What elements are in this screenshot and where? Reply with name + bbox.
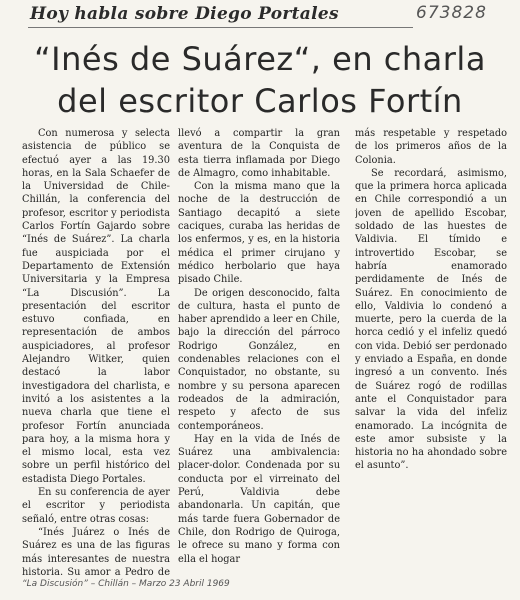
paragraph: Se recordará, asimismo, que la primera horca aplicada en Chile correspondió a un joven de apellido Escobar, soldado de las huestes de Valdivia. El tímido e introvertido Escobar, se habría enamorado perdidamente de Inés de Suárez. En conocimiento de ello, Valdivia lo condenó a muerte, pero la cuerda de la horca cedió y el infeliz quedó con vida. Debió ser perdonado y enviado a España, en donde ingresó a un convento. Inés de Suárez rogó de rodillas ante el Conquistador para salvar la vida del infeliz enamorado. La incógnita de este amor subsiste y la historia no ha ahondado sobre el asunto”. bbox=[355, 167, 507, 472]
headline-line-2: del escritor Carlos Fortín bbox=[57, 82, 463, 120]
kicker-rule bbox=[28, 27, 413, 28]
article-column-2 bbox=[178, 127, 340, 579]
paragraph: llevó a compartir la gran aventura de la Conquista de esta tierra inflamada por Diego de Almagro, como inhabitable. bbox=[178, 128, 340, 179]
paragraph: Hay en la vida de Inés de Suárez una ambivalencia: placer-dolor. Condenada por su conducta por el virreinato del Perú, Valdivia debe abandonarla. Un capitán, que más tarde fuera Gobernador de Chile, don Rodrigo de Quiroga, le ofrece su mano y forma con ella el hogar bbox=[178, 433, 340, 565]
article-column-1 bbox=[22, 127, 170, 579]
paragraph: Con la misma mano que la noche de la destrucción de Santiago decapitó a siete caciques, curaba las heridas de los enfermos, y es, en la historia médica el primer cirujano y médico herbolario que haya pisado Chile. bbox=[178, 181, 340, 286]
kicker-line: Hoy habla sobre Diego Portales bbox=[30, 4, 339, 24]
paragraph: De origen desconocido, falta de cultura, hasta el punto de haber aprendido a leer en Chile, bajo la dirección del párroco Rodrigo González, en condenables relaciones con el Conquistador, no obstante, su nombre y su persona aparecen rodeados de la admiración, respeto y afecto de sus contemporáneos. bbox=[178, 287, 340, 432]
handwritten-source-note: “La Discusión” – Chillán – Marzo 23 Abril 1969 bbox=[22, 579, 230, 589]
paragraph: Con numerosa y selecta asistencia de público se efectuó ayer a las 19.30 horas, en la Sala Schaefer de la Universidad de Chile-Chillán, la conferencia del profesor, escritor y periodista Carlos Fortín Gajardo sobre “Inés de Suárez”. La charla fue auspiciada por el Departamento de Extensión Universitaria y la Empresa “La Discusión”. La presentación del escritor estuvo confiada, en representación de ambos auspiciadores, al profesor Alejandro Witker, quien destacó la labor investigadora del charlista, e invitó a los asistentes a la nueva charla que tiene el profesor Fortín anunciada para hoy, a la misma hora y el mismo local, esta vez sobre un perfil histórico del estadista Diego Portales. bbox=[22, 128, 170, 485]
article-column-3 bbox=[355, 127, 507, 472]
headline-line-1: “Inés de Suárez“, en charla bbox=[34, 40, 486, 78]
paragraph: “Inés Juárez o Inés de Suárez es una de las figuras más interesantes de nuestra historia. Su amor a Pedro de bbox=[22, 526, 170, 578]
paragraph: más respetable y respetado de los primeros años de la Colonia. bbox=[355, 128, 507, 166]
paragraph: En su conferencia de ayer el escritor y periodista señaló, entre otras cosas: bbox=[22, 487, 170, 525]
archive-number: 673828 bbox=[416, 3, 487, 23]
